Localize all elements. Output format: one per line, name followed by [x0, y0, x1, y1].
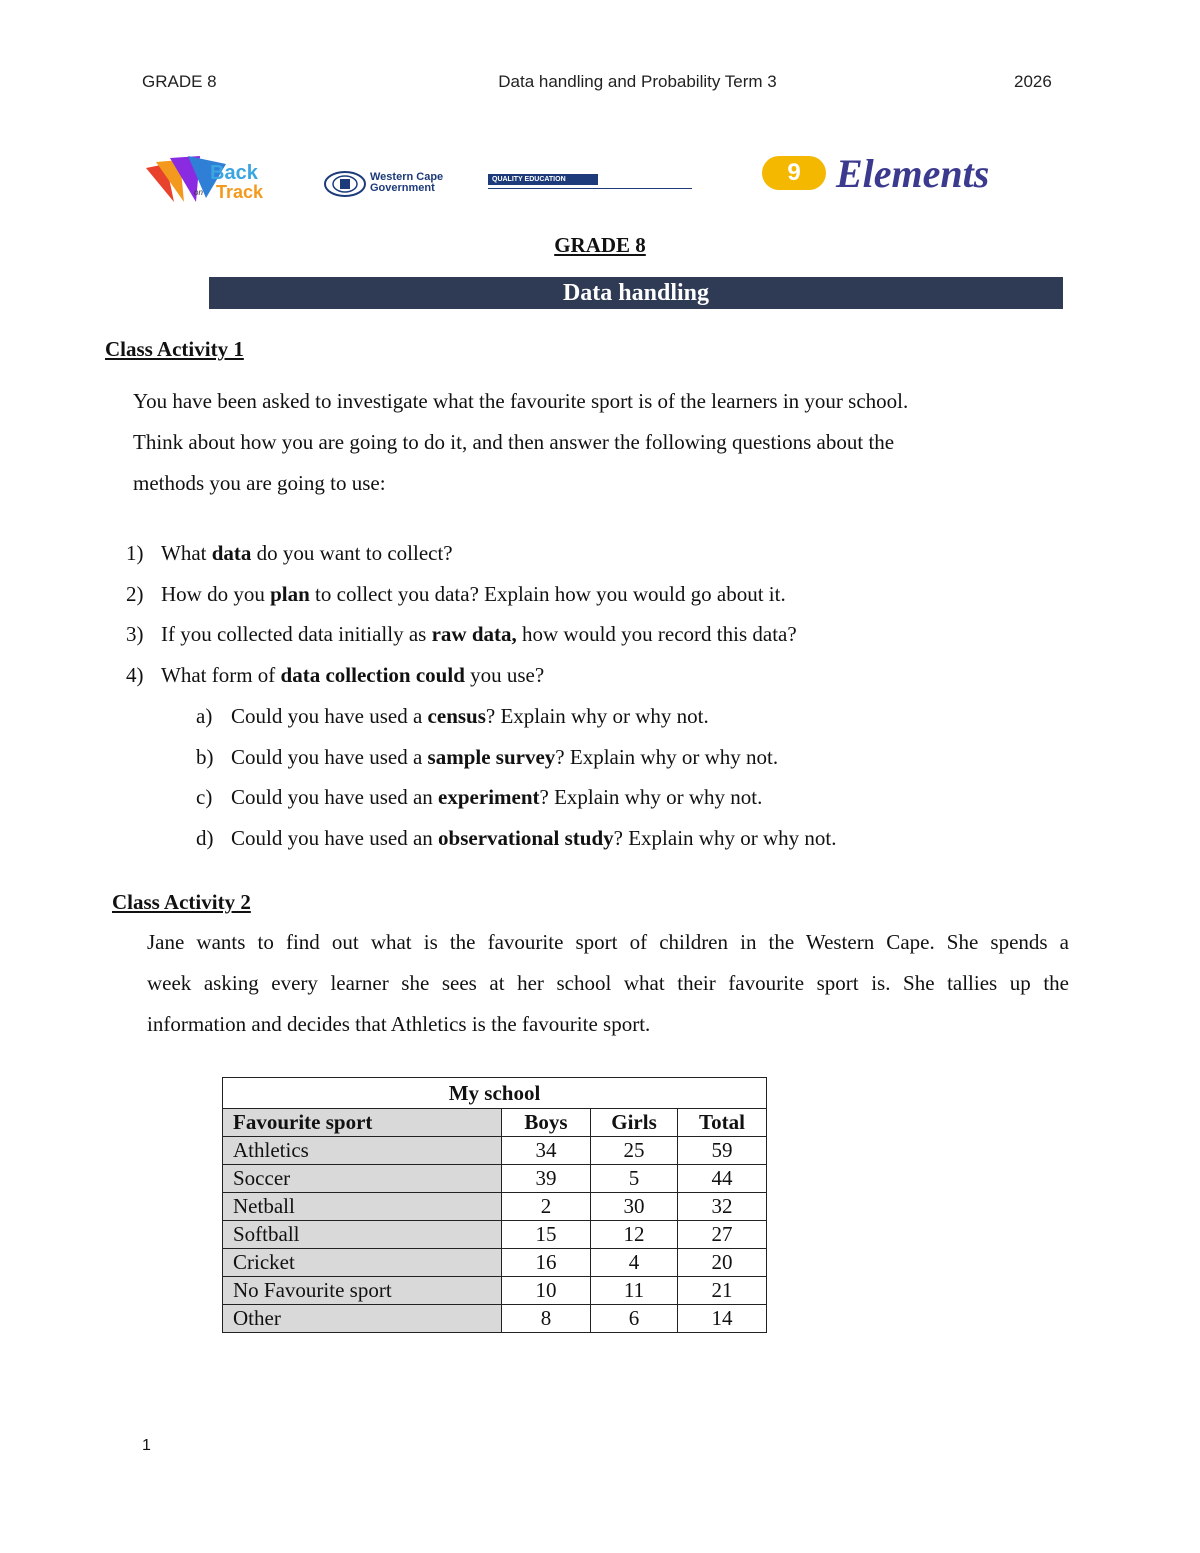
table-cell: 21 [678, 1277, 767, 1305]
header-subject: Data handling and Probability Term 3 [498, 72, 777, 91]
elements-logo [762, 152, 1014, 200]
question-text: How do you [161, 582, 271, 606]
activity1-heading: Class Activity 1 [105, 337, 244, 361]
table-row [223, 1193, 767, 1221]
table-cell: 6 [591, 1305, 678, 1333]
subquestion-text: ? Explain why or why not. [555, 745, 779, 769]
quality-education-logo [488, 174, 692, 194]
table-cell: Athletics [223, 1137, 502, 1165]
table-cell: 30 [591, 1193, 678, 1221]
wcg-logo [324, 170, 464, 198]
table-cell: 59 [678, 1137, 767, 1165]
table-caption: My school [223, 1078, 767, 1109]
elements-number: 9 [787, 159, 801, 186]
table-cell: 16 [502, 1249, 591, 1277]
table-header-row [223, 1109, 767, 1137]
question-number: 4) [126, 663, 144, 687]
activity1-intro [133, 381, 908, 504]
subquestion-text: ? Explain why or why not. [613, 826, 837, 850]
subquestion-text: Could you have used a [231, 704, 428, 728]
table-cell: 4 [591, 1249, 678, 1277]
table-caption-row [223, 1078, 767, 1109]
question-number: 1) [126, 541, 144, 565]
question-text: how would you record this data? [516, 622, 797, 646]
subquestion-letter: b) [196, 745, 214, 769]
table-cell: 25 [591, 1137, 678, 1165]
table-cell: 12 [591, 1221, 678, 1249]
table-cell: 2 [502, 1193, 591, 1221]
subquestion-keyword: experiment [438, 785, 540, 809]
table-cell: Cricket [223, 1249, 502, 1277]
quality-education-text: QUALITY EDUCATION [492, 176, 566, 183]
table-cell: Softball [223, 1221, 502, 1249]
table-row [223, 1249, 767, 1277]
table-row [223, 1277, 767, 1305]
table-header: Favourite sport [223, 1109, 502, 1137]
table-cell: Soccer [223, 1165, 502, 1193]
question-number: 2) [126, 582, 144, 606]
backtrack-word-track: Track [216, 182, 264, 202]
elements-word: Elements [836, 151, 990, 196]
question-text: do you want to collect? [251, 541, 453, 565]
activity2-line: week asking every learner she sees at her school what their favourite sport is. She tallies up the [147, 971, 1069, 995]
question-keyword: data [211, 541, 252, 565]
table-cell: 27 [678, 1221, 767, 1249]
table-cell: 5 [591, 1165, 678, 1193]
activity2-heading: Class Activity 2 [112, 890, 251, 914]
question-text: you use? [464, 663, 545, 687]
table-row [223, 1137, 767, 1165]
question-keyword: raw data, [431, 622, 517, 646]
table-cell: 20 [678, 1249, 767, 1277]
table-header: Total [678, 1109, 767, 1137]
table-cell: 15 [502, 1221, 591, 1249]
question-text: to collect you data? Explain how you would go about it. [309, 582, 786, 606]
table-cell: 44 [678, 1165, 767, 1193]
activity2-line: Jane wants to find out what is the favourite sport of children in the Western Cape. She spends a [147, 930, 1069, 954]
page-title: GRADE 8 [554, 233, 646, 257]
table-cell: Netball [223, 1193, 502, 1221]
table-cell: 8 [502, 1305, 591, 1333]
subquestion-letter: a) [196, 704, 213, 728]
question-number: 3) [126, 622, 144, 646]
table-cell: Other [223, 1305, 502, 1333]
activity1-intro-line: You have been asked to investigate what the favourite sport is of the learners in your school. [133, 389, 909, 413]
header-grade: GRADE 8 [142, 72, 217, 91]
subquestion-text: Could you have used a [231, 745, 428, 769]
question-text: If you collected data initially as [161, 622, 432, 646]
subquestion-text: Could you have used an [231, 826, 439, 850]
backtrack-word-on: on [194, 188, 203, 197]
table-cell: 32 [678, 1193, 767, 1221]
table-cell: 10 [502, 1277, 591, 1305]
subquestion-text: Could you have used an [231, 785, 439, 809]
table-cell: No Favourite sport [223, 1277, 502, 1305]
subquestion-keyword: sample survey [427, 745, 556, 769]
activity2-text [147, 922, 1069, 1045]
table-row [223, 1165, 767, 1193]
backtrack-word-back: Back [210, 162, 258, 184]
activity1-intro-line: methods you are going to use: [133, 471, 386, 495]
section-banner: Data handling [209, 277, 1063, 309]
table-cell: 34 [502, 1137, 591, 1165]
table-cell: 14 [678, 1305, 767, 1333]
backtrack-logo [144, 154, 268, 208]
wcg-line2: Government [370, 182, 435, 194]
wcg-line1: Western Cape [370, 171, 444, 183]
subquestion-text: ? Explain why or why not. [485, 704, 709, 728]
sport-table [222, 1077, 767, 1333]
question-text: What [161, 541, 212, 565]
subquestion-keyword: observational study [438, 826, 614, 850]
table-cell: 11 [591, 1277, 678, 1305]
table-row [223, 1221, 767, 1249]
table-header: Boys [502, 1109, 591, 1137]
subquestion-text: ? Explain why or why not. [539, 785, 763, 809]
question-text: What form of [161, 663, 281, 687]
subquestion-letter: d) [196, 826, 214, 850]
logo-strip [140, 148, 1040, 210]
page-number: 1 [142, 1437, 151, 1454]
table-header: Girls [591, 1109, 678, 1137]
subquestion-letter: c) [196, 785, 213, 809]
header-year: 2026 [1014, 72, 1052, 91]
question-keyword: plan [270, 582, 310, 606]
subquestion-keyword: census [427, 704, 486, 728]
table-row [223, 1305, 767, 1333]
question-keyword: data collection could [280, 663, 465, 687]
activity1-intro-line: Think about how you are going to do it, and then answer the following questions about the [133, 430, 895, 454]
activity2-line: information and decides that Athletics is the favourite sport. [147, 1012, 651, 1036]
table-cell: 39 [502, 1165, 591, 1193]
